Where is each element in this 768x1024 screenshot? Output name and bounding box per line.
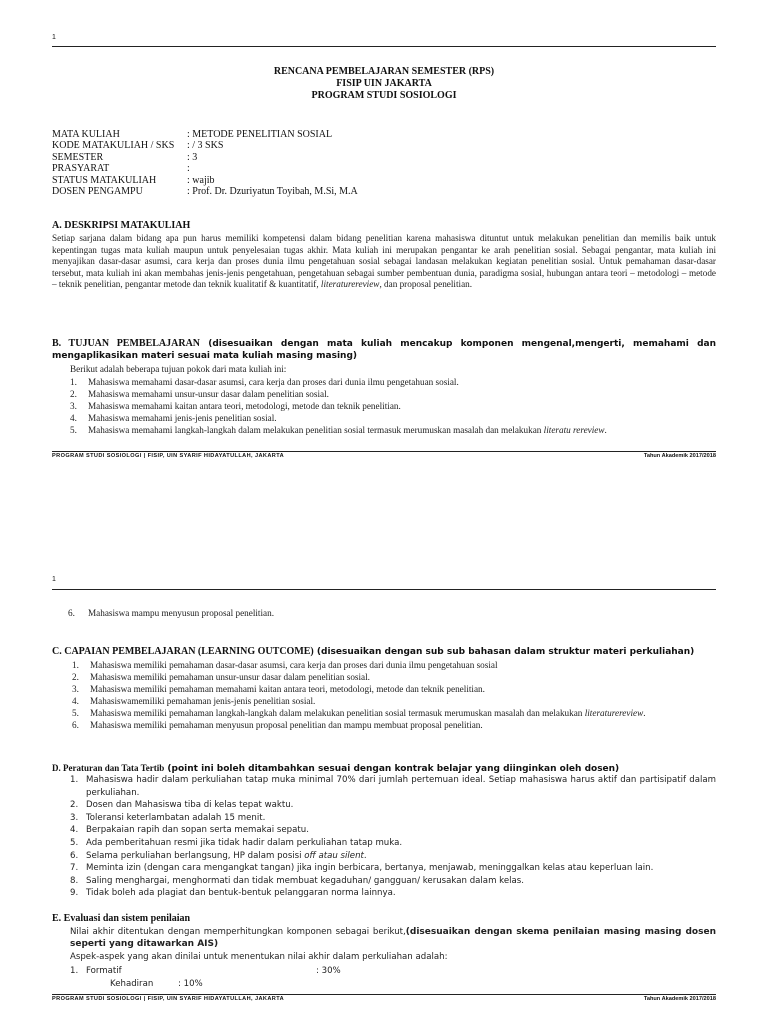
item-number: 6. [68, 608, 75, 618]
grade-value: : 30% [316, 966, 341, 976]
item-text: Dosen dan Mahasiswa tiba di kelas tepat waktu. [86, 800, 294, 811]
heading-bold: C. CAPAIAN PEMBELAJARAN (LEARNING OUTCOME) [52, 646, 314, 657]
intro-text: Nilai akhir ditentukan dengan memperhitungkan komponen sebagai berikut, [70, 927, 406, 937]
item-text: Toleransi keterlambatan adalah 15 menit. [86, 812, 266, 823]
footer-rule [52, 994, 716, 995]
rules-list [70, 774, 716, 900]
heading-bold: B. TUJUAN PEMBELAJARAN [52, 338, 201, 349]
item-text: Mahasiswa memiliki pemahaman memahami kaitan antara teori, metodologi, metode dan teknik penelitian. [90, 684, 485, 695]
item-text-end: . [604, 425, 607, 436]
item-text: Saling menghargai, menghormati dan tidak membuat kegaduhan/ gangguan/ kerusakan dalam kelas. [86, 875, 524, 886]
item-number: 2. [70, 800, 79, 811]
list-item [72, 683, 716, 695]
objectives-list [70, 376, 716, 436]
item-text: Mahasiswamemiliki pemahaman jenis-jenis penelitian sosial. [90, 696, 316, 707]
item-number: 3. [70, 812, 79, 823]
course-info-row [52, 140, 358, 151]
item-text: Mahasiswa mampu menyusun proposal penelitian. [88, 608, 275, 618]
course-info [52, 129, 358, 197]
info-value: : [187, 163, 190, 175]
body-text-end: , dan proposal penelitian. [379, 279, 473, 289]
item-text: Ada pemberitahuan resmi jika tidak hadir dalam perkuliahan tatap muka. [86, 837, 403, 848]
learning-outcome-list [72, 659, 716, 732]
section-e-aspects: Aspek-aspek yang akan dinilai untuk menentukan nilai akhir dalam perkuliahan adalah: [70, 952, 448, 962]
info-label: DOSEN PENGAMPU [52, 186, 143, 198]
item-text: Tidak boleh ada plagiat dan bentuk-bentuk pelanggaran norma lainnya. [86, 888, 396, 899]
list-item [70, 812, 716, 825]
section-a-heading: A. DESKRIPSI MATAKULIAH [52, 220, 191, 231]
list-item [70, 376, 716, 388]
list-item [70, 887, 716, 900]
item-text: Mahasiswa memiliki pemahaman unsur-unsur dasar dalam penelitian sosial. [90, 672, 370, 683]
item-text: Mahasiswa memiliki pemahaman menyusun proposal penelitian dan mampu membuat proposal penelitian. [90, 720, 483, 731]
item-text: Mahasiswa memiliki pemahaman dasar-dasar asumsi, cara kerja dan proses dari dunia ilmu pengetahuan sosial [90, 660, 498, 670]
item-text [88, 424, 716, 436]
heading-bold: D. Peraturan dan Tata Tertib [52, 763, 165, 773]
intro-bold: (disesuaikan dengan skema penilaian masing masing dosen seperti yang ditawarkan AIS) [70, 927, 716, 950]
item-number: 1. [72, 660, 79, 670]
list-item [70, 388, 716, 400]
item-text [86, 850, 716, 863]
section-c-heading [52, 646, 716, 658]
item-number: 3. [70, 401, 77, 412]
course-info-row [52, 186, 358, 197]
item-text: Mahasiswa memahami dasar-dasar asumsi, cara kerja dan proses dari dunia ilmu pengetahuan sosial. [88, 377, 459, 387]
heading-rest: (point ini boleh ditambahkan sesuai dengan kontrak belajar yang diinginkan oleh dosen) [164, 764, 620, 774]
title-line: FISIP UIN JAKARTA [336, 78, 432, 89]
grade-value: : 10% [178, 979, 203, 989]
item-number: 1. [70, 775, 79, 785]
list-item [72, 671, 716, 683]
list-item [70, 824, 716, 837]
body-italic: literaturereview [320, 279, 380, 289]
footer-academic-year: Tahun Akademik 2017/2018 [643, 453, 716, 459]
course-info-row [52, 152, 358, 163]
section-b-heading [52, 338, 716, 362]
item-number: 6. [72, 720, 79, 731]
item-number: 2. [70, 389, 77, 400]
info-value: : / 3 SKS [187, 140, 224, 152]
info-label: MATA KULIAH [52, 129, 120, 140]
page-footer [52, 996, 716, 1002]
list-item [70, 400, 716, 412]
info-label: SEMESTER [52, 151, 104, 163]
list-item [70, 875, 716, 888]
page-footer [52, 453, 716, 459]
info-label: STATUS MATAKULIAH [52, 174, 157, 186]
item-text: Mahasiswa memahami kaitan antara teori, metodologi, metode dan teknik penelitian. [88, 401, 401, 412]
item-number: 1. [70, 966, 79, 976]
item-text-main: Selama perkuliahan berlangsung, HP dalam posisi [86, 850, 305, 861]
list-item [70, 862, 716, 875]
item-number: 4. [70, 413, 77, 424]
course-info-row [52, 129, 358, 140]
list-item [72, 659, 716, 671]
item-number: 3. [72, 684, 79, 695]
item-text-italic: literaturereview [584, 708, 644, 719]
footer-rule [52, 451, 716, 452]
item-number: 7. [70, 863, 79, 874]
item-text: Berpakaian rapih dan sopan serta memakai sepatu. [86, 825, 309, 836]
list-item [70, 774, 716, 799]
heading-rest: (disesuaikan dengan mata kuliah mencakup komponen mengenal,mengerti, memahami dan mengaplikasikan materi sesuai mata kuliah masing masing) [52, 339, 716, 361]
document-title [52, 66, 716, 102]
item-number: 4. [70, 825, 79, 836]
item-number: 2. [72, 672, 79, 683]
grade-label: Formatif [86, 966, 122, 976]
section-a-body [52, 233, 716, 291]
heading-rest: (disesuaikan dengan sub sub bahasan dalam struktur materi perkuliahan) [313, 647, 695, 657]
info-label: PRASYARAT [52, 163, 110, 175]
item-text: Mahasiswa memahami jenis-jenis penelitian sosial. [88, 413, 277, 424]
body-text: Setiap sarjana dalam bidang apa pun harus memiliki kompetensi dalam bidang penelitian karena mahasiswa dituntut untuk melakukan penelitian dan memilis baik untuk kepentingan tugas mata kuliah maupun untuk penyelesaian tugas akhir. Mata kuliah ini merupakan pengantar ke arah penelitian sosial. Sebagai pengantar, mata kuliah ini menyajikan dasar-dasar asumsi, cara kerja dan proses dunia ilmu pengetahuan sosial sebagai landasan melakukan kegiatan penelitian sosial. Untuk pemahaman dasar-dasar tersebut, mata kuliah ini akan membahas jenis-jenis pengetahuan, pengetahuan sebagai sumber pembentuan dunia, paradigma sosial, hubungan antara teori – metodologi – metode – teknik penelitian, pengantar metode dan teknik kualitatif & kuantitatif, [52, 233, 716, 289]
header-rule [52, 46, 716, 47]
objectives-list-continued [68, 607, 714, 619]
grade-row-formatif [70, 966, 470, 976]
item-number: 6. [70, 850, 79, 861]
footer-institution: PROGRAM STUDI SOSIOLOGI | FISIP, UIN SYARIF HIDAYATULLAH, JAKARTA [52, 996, 285, 1002]
item-text-main: Mahasiswa memahami langkah-langkah dalam melakukan penelitian sosial termasuk merumuskan masalah dan melakukan [88, 425, 544, 436]
footer-institution: PROGRAM STUDI SOSIOLOGI | FISIP, UIN SYARIF HIDAYATULLAH, JAKARTA [52, 453, 285, 459]
item-text-end: . [363, 850, 367, 861]
grade-row-kehadiran [110, 979, 410, 989]
title-line: PROGRAM STUDI SOSIOLOGI [311, 90, 457, 101]
grade-label: Kehadiran [110, 979, 154, 989]
item-text-italic: literatu rereview [543, 425, 605, 436]
list-item [70, 424, 716, 436]
info-value: : METODE PENELITIAN SOSIAL [187, 129, 333, 140]
list-item [70, 799, 716, 812]
title-line: RENCANA PEMBELAJARAN SEMESTER (RPS) [273, 66, 495, 77]
info-value: : Prof. Dr. Dzuriyatun Toyibah, M.Si, M.A [187, 186, 358, 198]
list-item [72, 719, 716, 731]
footer-academic-year: Tahun Akademik 2017/2018 [643, 996, 716, 1002]
item-text-italic: off atau silent [304, 850, 364, 861]
item-text-end: . [643, 708, 646, 719]
item-number: 5. [72, 708, 79, 719]
item-number: 4. [72, 696, 79, 707]
item-number: 5. [70, 837, 79, 848]
item-text: Mahasiswa memahami unsur-unsur dasar dalam penelitian sosial. [88, 389, 329, 400]
list-item [68, 607, 714, 619]
section-e-intro [70, 926, 716, 950]
item-number: 1. [70, 377, 77, 387]
info-value: : 3 [187, 151, 198, 163]
list-item [70, 837, 716, 850]
item-text [90, 707, 716, 719]
section-e-heading: E. Evaluasi dan sistem penilaian [52, 913, 191, 924]
list-item [72, 695, 716, 707]
item-number: 8. [70, 875, 79, 886]
item-text: Mahasiswa hadir dalam perkuliahan tatap muka minimal 70% dari jumlah pertemuan ideal. Setiap mahasiswa harus aktif dan partisipatif dalam perkuliahan. [86, 775, 716, 798]
info-value: : wajib [187, 174, 215, 186]
page-number: 1 [52, 576, 56, 583]
course-info-row [52, 175, 358, 186]
course-info-row [52, 163, 358, 174]
list-item [72, 707, 716, 719]
section-b-intro: Berikut adalah beberapa tujuan pokok dari mata kuliah ini: [70, 364, 287, 374]
header-rule [52, 589, 716, 590]
list-item [70, 850, 716, 863]
item-number: 9. [70, 888, 79, 899]
item-text-main: Mahasiswa memiliki pemahaman langkah-langkah dalam melakukan penelitian sosial termasuk merumuskan masalah dan melakukan [90, 708, 585, 719]
list-item [70, 412, 716, 424]
info-label: KODE MATAKULIAH / SKS [52, 140, 175, 152]
page-number: 1 [52, 34, 56, 41]
item-number: 5. [70, 425, 77, 436]
item-text: Meminta izin (dengan cara mengangkat tangan) jika ingin berbicara, bertanya, menjawab, meninggalkan kelas atau keperluan lain. [86, 863, 654, 874]
